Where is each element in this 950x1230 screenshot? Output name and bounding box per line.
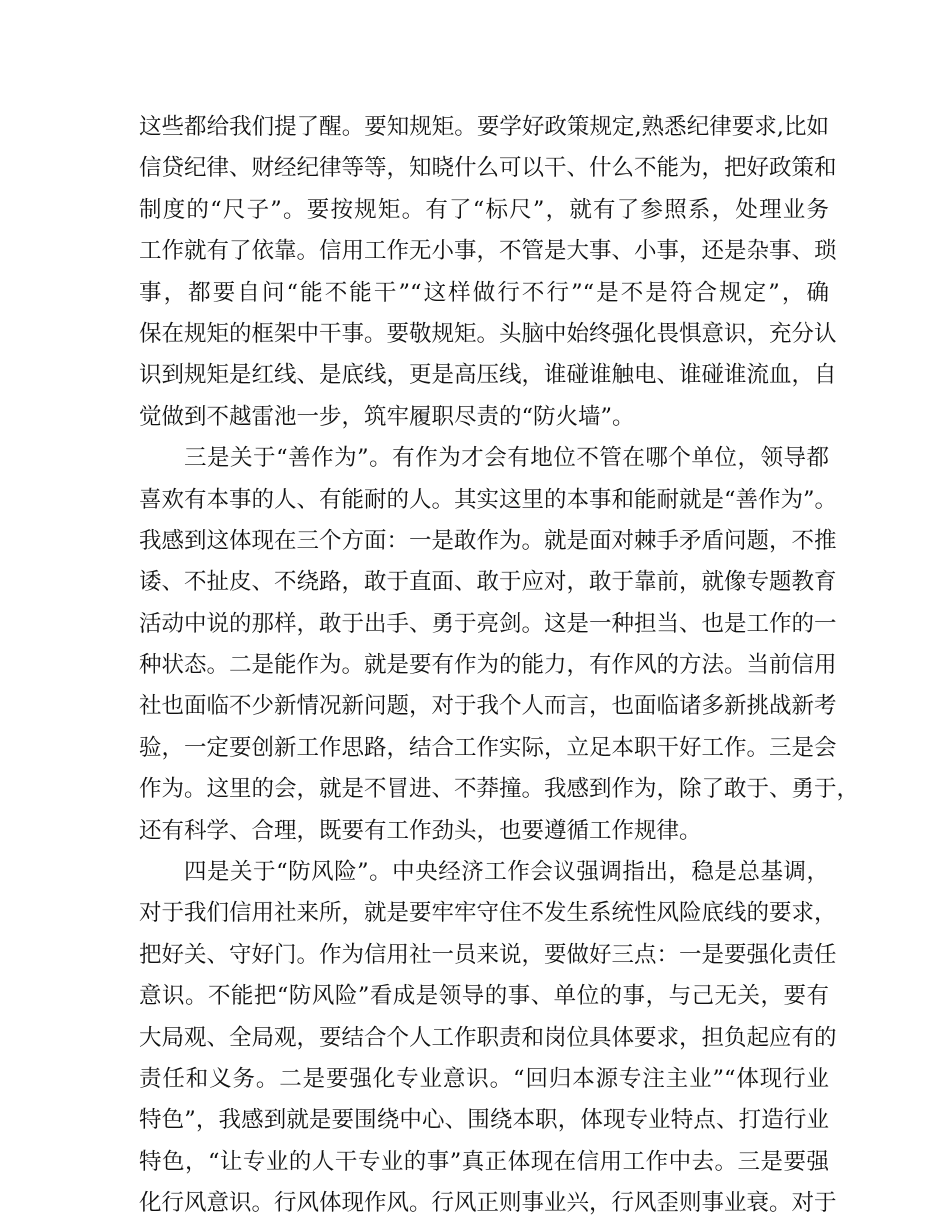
text-line: 这些都给我们提了醒。要知规矩。要学好政策规定,熟悉纪律要求,比如 (139, 114, 829, 140)
text-line: 作为。这里的会，就是不冒进、不莽撞。我感到作为，除了敢于、勇于， (139, 776, 860, 803)
paragraph-start-line: 三是关于“善作为”。有作为才会有地位不管在哪个单位，领导都 (184, 445, 829, 472)
text-line: 种状态。二是能作为。就是要有作为的能力，有作风的方法。当前信用 (139, 652, 837, 679)
text-line: 责任和义务。二是要强化专业意识。“回归本源专注主业”“体现行业 (139, 1065, 829, 1092)
text-line: 还有科学、合理，既要有工作劲头，也要遵循工作规律。 (139, 817, 702, 844)
text-line: 把好关、守好门。作为信用社一员来说，要做好三点：一是要强化责任 (139, 941, 837, 968)
body-text (139, 107, 860, 1225)
text-line: 社也面临不少新情况新问题，对于我个人而言，也面临诸多新挑战新考 (139, 693, 837, 720)
text-line: 工作就有了依靠。信用工作无小事，不管是大事、小事，还是杂事、琐 (139, 238, 837, 265)
paragraph-start-line: 四是关于“防风险”。中央经济工作会议强调指出，稳是总基调， (184, 859, 829, 886)
text-line: 事，都要自问“能不能干”“这样做行不行”“是不是符合规定”，确 (139, 279, 829, 306)
text-line: 大局观、全局观，要结合个人工作职责和岗位具体要求，担负起应有的 (139, 1024, 837, 1051)
text-line: 诿、不扯皮、不绕路，敢于直面、敢于应对，敢于靠前，就像专题教育 (139, 569, 837, 596)
text-line: 特色，“让专业的人干专业的事”真正体现在信用工作中去。三是要强 (139, 1148, 829, 1175)
text-line: 觉做到不越雷池一步，筑牢履职尽责的“防火墙”。 (139, 403, 635, 430)
text-line: 喜欢有本事的人、有能耐的人。其实这里的本事和能耐就是“善作为”。 (139, 486, 838, 513)
text-line: 对于我们信用社来所，就是要牢牢守住不发生系统性风险底线的要求， (139, 900, 837, 927)
text-line: 我感到这体现在三个方面：一是敢作为。就是面对棘手矛盾问题，不推 (139, 527, 837, 554)
text-line: 制度的“尺子”。要按规矩。有了“标尺”，就有了参照系，处理业务 (139, 196, 829, 223)
text-line: 化行风意识。行风体现作风。行风正则事业兴，行风歪则事业衰。对于 (139, 1190, 837, 1217)
text-line: 特色”，我感到就是要围绕中心、围绕本职，体现专业特点、打造行业 (139, 1107, 829, 1134)
text-line: 保在规矩的框架中干事。要敬规矩。头脑中始终强化畏惧意识，充分认 (139, 320, 837, 347)
text-line: 信贷纪律、财经纪律等等，知晓什么可以干、什么不能为，把好政策和 (139, 155, 837, 182)
text-line: 识到规矩是红线、是底线，更是高压线，谁碰谁触电、谁碰谁流血，自 (139, 362, 837, 389)
text-line: 意识。不能把“防风险”看成是领导的事、单位的事，与己无关，要有 (139, 983, 829, 1010)
text-line: 活动中说的那样，敢于出手、勇于亮剑。这是一种担当、也是工作的一 (139, 610, 837, 637)
text-line: 验，一定要创新工作思路，结合工作实际，立足本职干好工作。三是会 (139, 734, 837, 761)
